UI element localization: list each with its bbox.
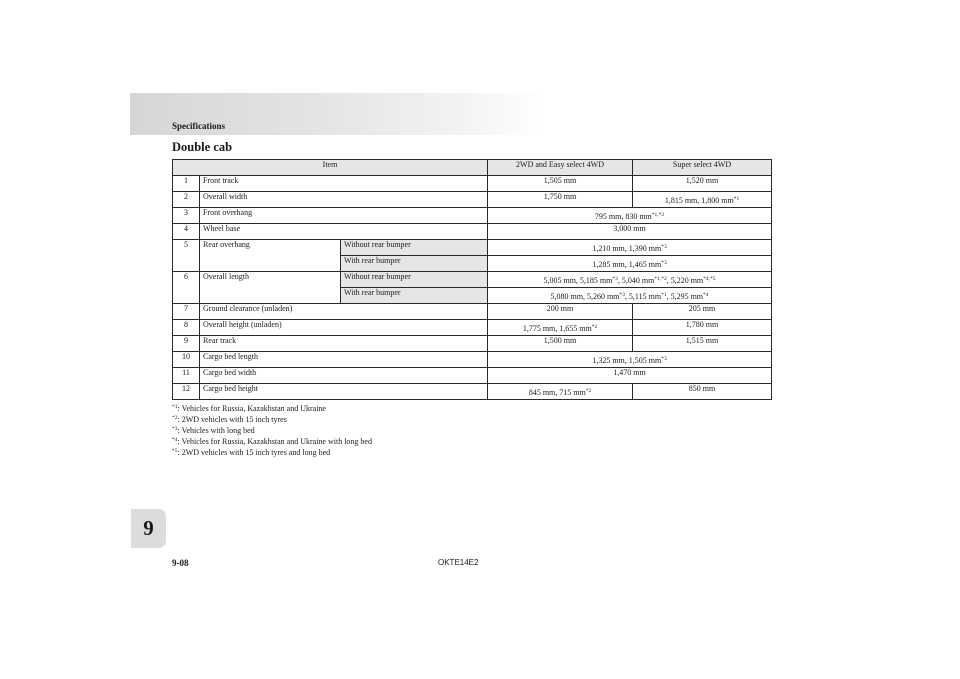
footnote-mark: *3 [172,426,178,432]
document-code: OKTE14E2 [438,558,479,567]
table-header-row [173,160,772,176]
footnote-text: : 2WD vehicles with 15 inch tyres and long bed [177,448,331,457]
row-item: Front overhang [200,208,488,224]
table-row [173,320,772,336]
value-super-select: 1,520 mm [633,176,772,192]
value-super-select [633,192,772,208]
value-text: 5,080 mm, 5,260 mm [550,292,620,301]
row-subitem: Without rear bumper [341,272,488,288]
row-item: Cargo bed width [200,368,488,384]
value-all: 1,470 mm [488,368,772,384]
value-text: 1,210 mm, 1,390 mm [592,244,662,253]
row-subitem: With rear bumper [341,288,488,304]
footnote-ref: *2 [585,388,592,394]
specifications-table [172,159,772,400]
value-text: , 5,115 mm [624,292,662,301]
page-number: 9-08 [172,558,189,568]
value-super-select: 205 mm [633,304,772,320]
table-row [173,304,772,320]
table-row [173,176,772,192]
footnote [172,414,372,425]
row-number: 6 [173,272,200,304]
footnote-ref: *2 [591,324,598,330]
footnote-text: : Vehicles for Russia, Kazakhstan and Ukraine [177,404,326,413]
footnote-ref: *3 [661,356,667,362]
row-item: Ground clearance (unladen) [200,304,488,320]
row-number: 3 [173,208,200,224]
row-number: 1 [173,176,200,192]
footnote [172,403,372,414]
row-item: Rear track [200,336,488,352]
footnote-ref: *1 [733,196,740,202]
footnote-ref: *1,*2 [654,276,667,282]
footnote-ref: *4,*5 [703,276,716,282]
row-number: 12 [173,384,200,400]
value-text: 1,325 mm, 1,505 mm [592,356,662,365]
row-number: 7 [173,304,200,320]
row-subitem: Without rear bumper [341,240,488,256]
footnote-ref: *1,*2 [651,212,665,218]
value-2wd: 200 mm [488,304,633,320]
row-item: Overall height (unladen) [200,320,488,336]
row-item: Wheel base [200,224,488,240]
table-row [173,384,772,400]
value-2wd: 1,750 mm [488,192,633,208]
footnote-mark: *2 [172,415,178,421]
footnote-ref: *3 [661,244,667,250]
value-super-select: 1,515 mm [633,336,772,352]
header-item: Item [173,160,488,176]
footnote-ref: *3 [661,260,667,266]
footnote-ref: *1 [661,292,667,298]
value-text: 1,815 mm, 1,800 mm [664,196,734,205]
row-number: 8 [173,320,200,336]
value-super-select: 850 mm [633,384,772,400]
row-subitem: With rear bumper [341,256,488,272]
footnote-mark: *4 [172,437,178,443]
row-number: 2 [173,192,200,208]
value-super-select: 1,780 mm [633,320,772,336]
section-title: Specifications [172,121,225,131]
value-2wd: 1,505 mm [488,176,633,192]
chapter-tab: 9 [131,509,166,548]
row-item: Overall width [200,192,488,208]
footnote-ref: *3 [619,292,625,298]
header-super-select-4wd: Super select 4WD [633,160,772,176]
table-row [173,240,772,256]
value-2wd [488,384,633,400]
table-row [173,208,772,224]
row-item: Cargo bed height [200,384,488,400]
value-2wd: 1,500 mm [488,336,633,352]
row-number: 5 [173,240,200,272]
table-row [173,272,772,288]
row-item: Overall length [200,272,341,304]
footnote-mark: *5 [172,448,178,454]
value-2wd [488,320,633,336]
row-number: 11 [173,368,200,384]
row-item: Cargo bed length [200,352,488,368]
footnote-text: : Vehicles with long bed [177,426,255,435]
page-heading: Double cab [172,140,233,154]
value-text: , 5,040 mm [617,276,655,285]
footnote-ref: *4 [703,292,709,298]
table-row [173,192,772,208]
footnotes [172,403,372,458]
value-all [488,208,772,224]
row-number: 9 [173,336,200,352]
table-row [173,368,772,384]
value-all [488,352,772,368]
value-text: , 5,295 mm [666,292,704,301]
value-text: 5,005 mm, 5,185 mm [543,276,613,285]
table-row [173,224,772,240]
row-number: 4 [173,224,200,240]
table-row [173,336,772,352]
footnote [172,425,372,436]
row-item: Rear overhang [200,240,341,272]
value-text: 1,285 mm, 1,465 mm [592,260,662,269]
row-item: Front track [200,176,488,192]
value-text: 845 mm, 715 mm [528,388,586,397]
table-row [173,352,772,368]
footnote-text: : Vehicles for Russia, Kazakhstan and Ukraine with long bed [177,437,372,446]
row-number: 10 [173,352,200,368]
value-all [488,256,772,272]
footnote-ref: *3 [612,276,618,282]
footnote-text: : 2WD vehicles with 15 inch tyres [177,415,287,424]
value-all [488,288,772,304]
value-all: 3,000 mm [488,224,772,240]
value-all [488,272,772,288]
header-2wd: 2WD and Easy select 4WD [488,160,633,176]
value-text: , 5,220 mm [666,276,704,285]
footnote [172,436,372,447]
footnote-mark: *1 [172,404,178,410]
value-all [488,240,772,256]
footnote [172,447,372,458]
value-text: 795 mm, 830 mm [594,212,652,221]
value-text: 1,775 mm, 1,655 mm [522,324,592,333]
